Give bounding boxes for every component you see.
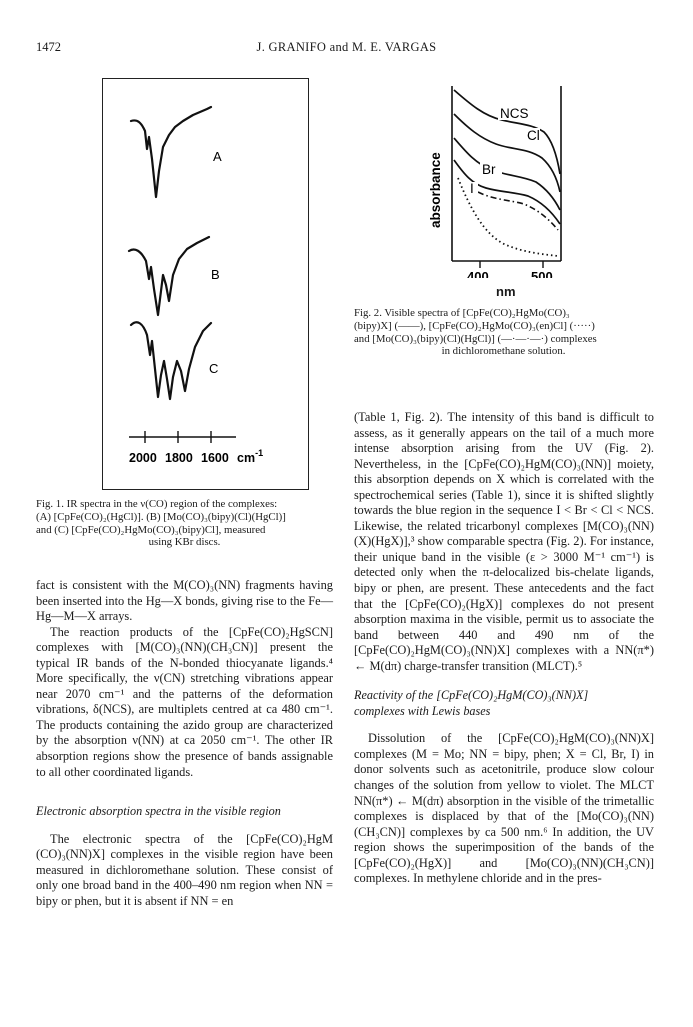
curve-label-i: I — [470, 181, 474, 196]
right-text-column — [354, 410, 654, 887]
left-paragraph-3: The electronic spectra of the [CpFe(CO)₂HgM (CO)₃(NN)X] complexes in the visible region have been measured in dichloromethane solution. These consist of only one broad band in the 400–490 nm region when NN = bipy or phen, but it is absent if NN = en — [36, 831, 333, 908]
fig2-tick-400: 400 — [467, 269, 489, 278]
spectrum-label-b: B — [211, 267, 220, 282]
figure-1-caption: Fig. 1. IR spectra in the ν(CO) region of the complexes: (A) [CpFe(CO)₂(HgCl)]. (B) [Mo(CO)₃(bipy)(Cl)(HgCl)] and (C) [CpFe(CO)₂HgMo(CO)₃(bipy)Cl], measured using KBr discs. — [36, 498, 286, 549]
ir-tick-2000: 2000 — [129, 451, 157, 465]
page-number: 1472 — [36, 40, 61, 54]
figure-2-caption: Fig. 2. Visible spectra of [CpFe(CO)₂HgMo(CO)₃ (bipy)X] (——), [CpFe(CO)₂HgMo(CO)₃(en)Cl] (·····) and [Mo(CO)₃(bipy)(Cl)(HgCl)] (—·—·—·) complexes in dichloromethane solution. — [354, 307, 597, 358]
figure-2-xlabel: nm — [496, 284, 516, 299]
ir-tick-1800: 1800 — [165, 451, 193, 465]
right-paragraph-2: Dissolution of the [CpFe(CO)₂HgM(CO)₃(NN)X] complexes (M = Mo; NN = bipy, phen; X = Cl, Br, I) in donor solvents such as acetonitrile, produce slow colour changes of the solution from yellow to violet. The MLCT NN(π*) ← M(dπ) absorption in the visible of the trimetallic complexes is displaced by that of the [Mo(CO)₃(NN)(CH₃CN)] complexes by ca 500 nm.⁶ In addition, the UV region shows the superimposition of the bands of the [CpFe(CO)₂(HgX)] and [Mo(CO)₃(NN)(CH₃CN)] complexes. In methylene chloride and in the pres- — [354, 731, 654, 886]
spectrum-label-c: C — [209, 361, 219, 376]
curve-br — [454, 138, 560, 210]
ir-spectrum-b — [129, 237, 209, 315]
figure-2-visible-spectra — [418, 78, 578, 278]
left-paragraph-1: fact is consistent with the M(CO)₃(NN) fragments having been inserted into the Hg—X bonds, giving rise to the Fe—Hg—M—X arrays. — [36, 578, 333, 624]
ir-spectrum-c — [131, 322, 211, 399]
curve-label-ncs: NCS — [500, 106, 529, 121]
ir-axis-unit: $cm^{-1}$ — [237, 448, 264, 465]
ir-spectrum-a — [131, 107, 211, 197]
section-heading-reactivity: Reactivity of the [CpFe(CO)₂HgM(CO)₃(NN)X] complexes with Lewis bases — [354, 688, 589, 718]
curve-label-cl: Cl — [527, 128, 540, 143]
figure-2-plot — [418, 78, 578, 278]
figure-1-plot — [103, 79, 308, 489]
running-title: J. GRANIFO and M. E. VARGAS — [256, 40, 437, 54]
figure-1-ir-spectra — [102, 78, 309, 490]
curve-ncs — [454, 90, 560, 174]
spectrum-label-a: A — [213, 149, 222, 164]
right-paragraph-1: (Table 1, Fig. 2). The intensity of this band is difficult to assess, as it generally appears on the tail of a much more intense absorption arising from the UV (Fig. 2). Nevertheless, in the [CpFe(CO)₂HgM(CO)₃(NN)] moiety, this absorption depends on X which is correlated with the spectrochemical series (Table 1), since it is shifted slightly towards the blue region in the sequence I < Br < Cl < NCS. Likewise, the related tricarbonyl complexes [M(CO)₃(NN)(X)(HgX)],³ show comparable spectra (Fig. 2). For instance, their unique band in the visible (ε > 3000 M⁻¹ cm⁻¹) is detected only when the π-delocalized bis-chelate ligands, bipy or phen, are present. These antecedents and the fact that the [CpFe(CO)₂(HgX)] complexes do not present absorption maxima in the visible, permit us to associate the band between 440 and 490 nm of the [CpFe(CO)₂HgM(CO)₃(NN)X] complexes with a NN(π*) ← M(dπ) charge-transfer transition (MLCT).⁵ — [354, 410, 654, 673]
curve-label-br: Br — [482, 162, 496, 177]
ir-tick-1600: 1600 — [201, 451, 229, 465]
figure-2-ylabel: absorbance — [428, 152, 443, 228]
section-heading-electronic-spectra: Electronic absorption spectra in the visible region — [36, 804, 281, 819]
fig2-tick-500: 500 — [531, 269, 553, 278]
curve-mo-dash-dot — [478, 192, 558, 230]
left-text-column — [36, 578, 333, 909]
left-paragraph-2: The reaction products of the [CpFe(CO)₂HgSCN] complexes with [M(CO)₃(NN)(CH₃CN)] present the typical IR bands of the N-bonded thiocyanate ligands.⁴ More specifically, the ν(CN) stretching vibrations appear near 2070 cm⁻¹ and the patterns of the deformation vibrations, δ(NCS), are multiplets centred at ca 480 cm⁻¹. The products containing the azido group are characterized by the absorption ν(NN) at ca 2050 cm⁻¹. The other IR absorption regions show the presence of bands assignable to all other coordinated ligands. — [36, 624, 333, 779]
